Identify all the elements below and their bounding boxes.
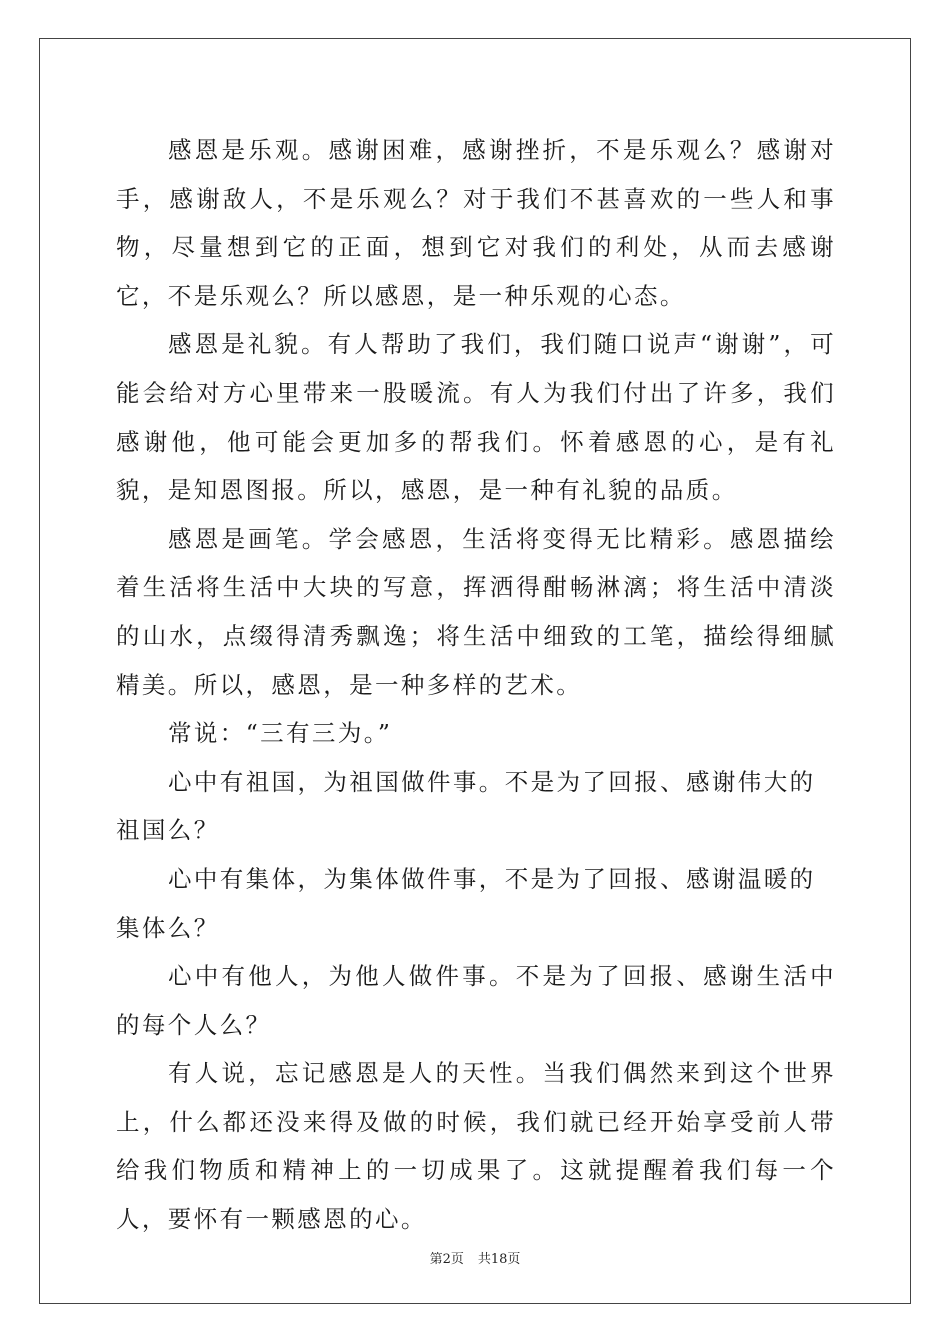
paragraph: 心中有他人，为他人做件事。不是为了回报、感谢生活中的每个人么？ xyxy=(116,962,836,1039)
paragraph: 心中有祖国，为祖国做件事。不是为了回报、感谢伟大的祖国么？ xyxy=(116,767,816,845)
page-footer xyxy=(0,1248,950,1267)
paragraph: 感恩是乐观。感谢困难，感谢挫折，不是乐观么？感谢对手，感谢敌人，不是乐观么？对于我们不甚喜欢的一些人和事物，尽量想到它的正面，想到它对我们的利处，从而去感谢它，不是乐观么？所以感恩，是一种乐观的心态。 xyxy=(116,136,836,310)
paragraph: 常说：“三有三为。” xyxy=(168,719,393,748)
page-total: 共18页 xyxy=(477,1252,521,1267)
document-body xyxy=(116,126,836,1244)
paragraph: 心中有集体，为集体做件事，不是为了回报、感谢温暖的集体么？ xyxy=(116,864,816,942)
paragraph: 有人说，忘记感恩是人的天性。当我们偶然来到这个世界上，什么都还没来得及做的时候，我们就已经开始享受前人带给我们物质和精神上的一切成果了。这就提醒着我们每一个人，要怀有一颗感恩的心。 xyxy=(116,1059,836,1234)
paragraph: 感恩是礼貌。有人帮助了我们，我们随口说声“谢谢”，可能会给对方心里带来一股暖流。有人为我们付出了许多，我们感谢他，他可能会更加多的帮我们。怀着感恩的心，是有礼貌，是知恩图报。所以，感恩，是一种有礼貌的品质。 xyxy=(116,330,836,505)
page-number: 第2页 xyxy=(429,1252,464,1267)
paragraph: 感恩是画笔。学会感恩，生活将变得无比精彩。感恩描绘着生活将生活中大块的写意，挥洒得酣畅淋漓；将生活中清淡的山水，点缀得清秀飘逸；将生活中细致的工笔，描绘得细腻精美。所以，感恩，是一种多样的艺术。 xyxy=(116,524,836,699)
